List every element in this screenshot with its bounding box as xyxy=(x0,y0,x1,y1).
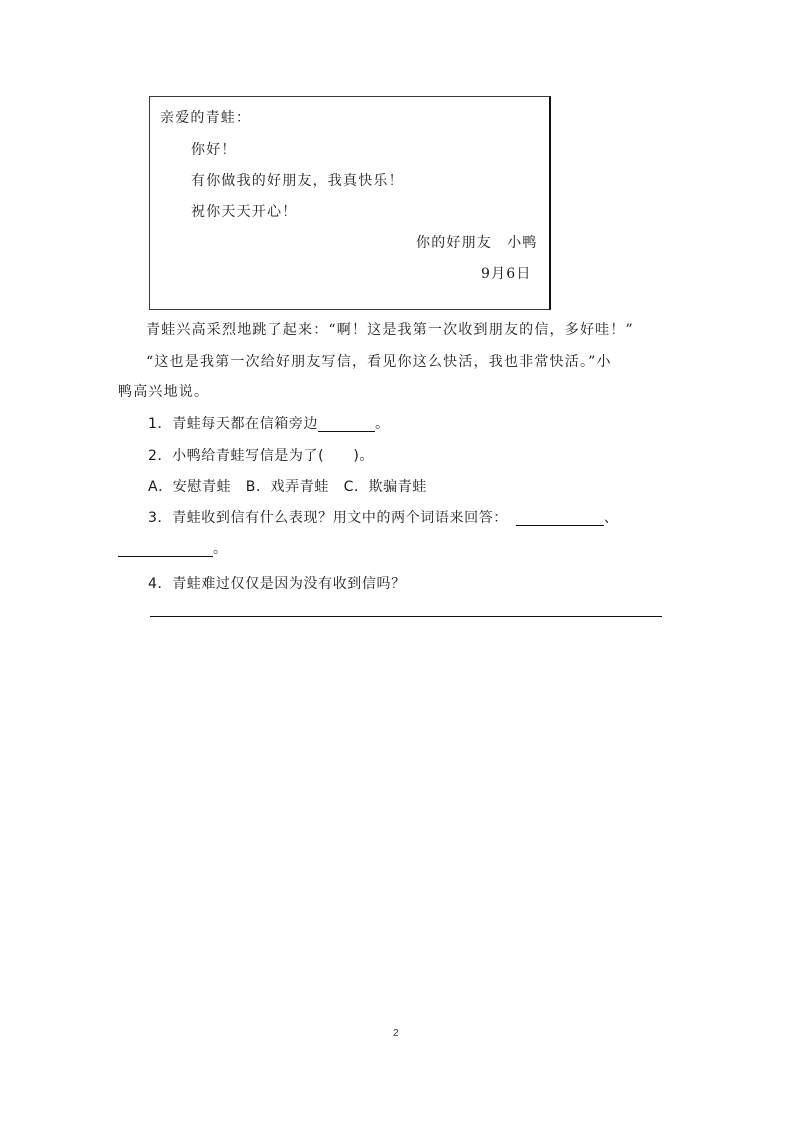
question-3-text: 3．青蛙收到信有什么表现？用文中的两个词语来回答： xyxy=(148,510,508,526)
question-1-end: 。 xyxy=(375,416,390,432)
question-3-answer-blank-1[interactable] xyxy=(516,511,604,526)
question-2: 2．小鸭给青蛙写信是为了( )。 xyxy=(148,448,375,464)
question-1-answer-blank[interactable] xyxy=(318,417,375,432)
letter-wish: 祝你天天开心！ xyxy=(191,204,298,220)
question-3-end: 。 xyxy=(213,541,228,557)
passage-paragraph-2-line-1: “这也是我第一次给好朋友写信，看见你这么快活，我也非常快活。”小 xyxy=(146,354,612,370)
question-1 xyxy=(148,416,390,432)
question-1-text: 1．青蛙每天都在信箱旁边 xyxy=(148,416,319,432)
letter-salutation: 亲爱的青蛙： xyxy=(160,110,252,126)
question-3 xyxy=(148,510,619,526)
letter-date: 9月6日 xyxy=(481,266,532,282)
passage-paragraph-2-line-2: 鸭高兴地说。 xyxy=(118,384,210,400)
question-3-answer-blank-2[interactable] xyxy=(118,542,213,557)
question-3-continued xyxy=(118,541,228,557)
question-3-separator: 、 xyxy=(603,510,619,526)
question-4-answer-line[interactable] xyxy=(150,616,662,617)
letter-signature: 你的好朋友 小鸭 xyxy=(416,235,538,251)
letter-body: 有你做我的好朋友，我真快乐！ xyxy=(191,173,404,189)
question-4: 4．青蛙难过仅仅是因为没有收到信吗？ xyxy=(148,576,406,592)
question-2-options: A．安慰青蛙 B．戏弄青蛙 C．欺骗青蛙 xyxy=(148,479,427,495)
page-number: 2 xyxy=(393,1028,399,1039)
passage-paragraph-1: 青蛙兴高采烈地跳了起来：“啊！这是我第一次收到朋友的信，多好哇！” xyxy=(146,322,634,338)
letter-greeting: 你好！ xyxy=(191,142,237,158)
